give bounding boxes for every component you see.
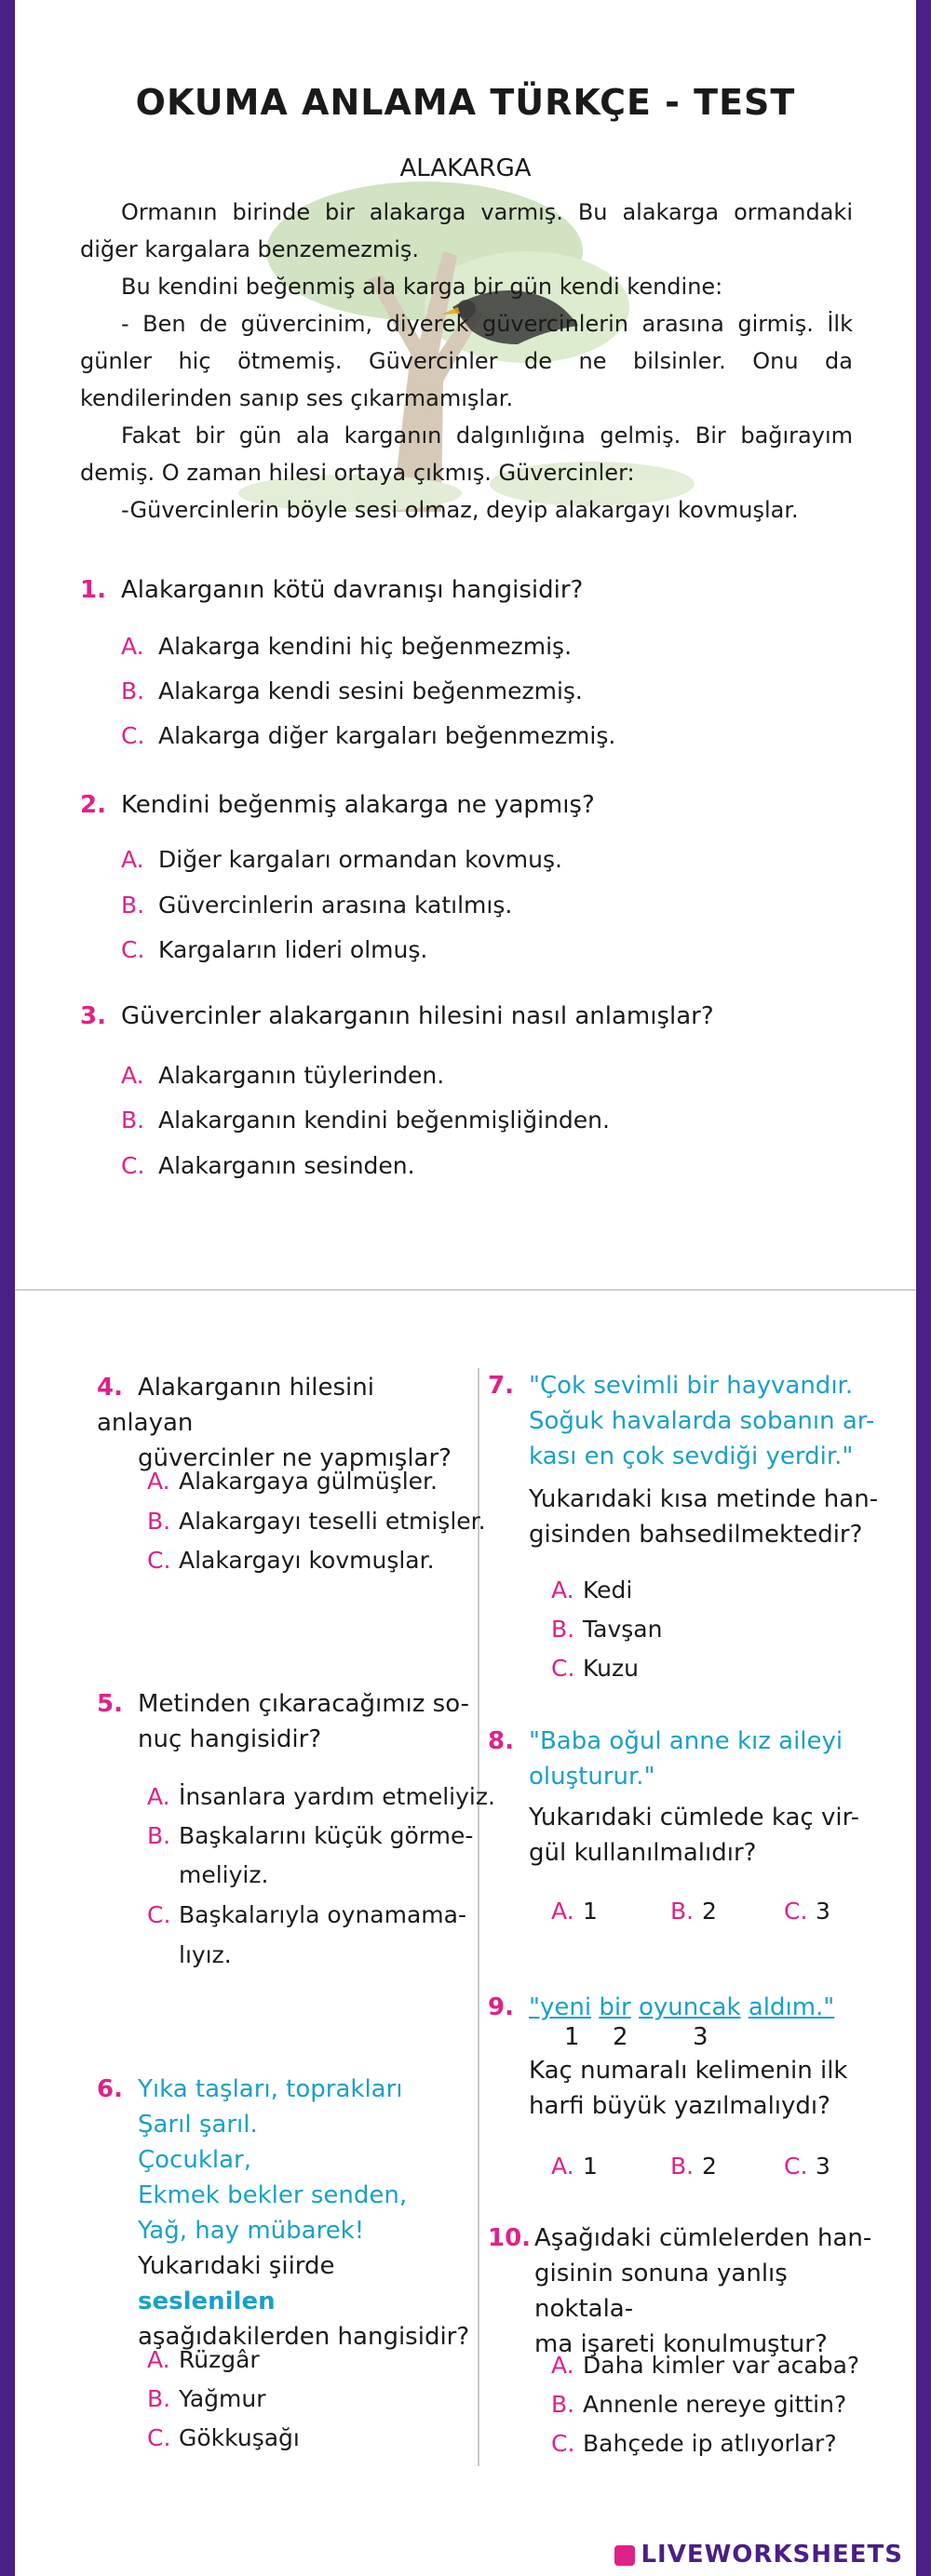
option-text: lıyız.: [179, 1941, 232, 1968]
question-text: Kaç numaralı kelimenin ilk: [529, 2057, 848, 2085]
option-text: 2: [702, 1898, 717, 1925]
question-number: 10.: [488, 2224, 532, 2252]
poem-line: Çocuklar,: [138, 2146, 252, 2174]
option-text: Tavşan: [583, 1616, 663, 1643]
q3-option-a[interactable]: [121, 1059, 444, 1093]
option-letter: A.: [147, 1783, 170, 1810]
logo-text: LIVEWORKSHEETS: [641, 2541, 903, 2569]
question-text: gisinden bahsedilmektedir?: [529, 1521, 863, 1549]
question-9: [488, 1990, 879, 2025]
question-number: 2.: [80, 791, 106, 819]
question-7: [488, 1368, 879, 1552]
story-paragraph: Fakat bir gün ala karganın dalgınlığına gelmiş. Bir bağırayım demiş. O zaman hilesi ortaya çıkmış. Güvercinler:: [80, 423, 853, 486]
q9-option-c[interactable]: [784, 2150, 830, 2183]
option-letter: B.: [121, 1107, 145, 1134]
question-1: [80, 572, 583, 608]
option-text: Alakargaya gülmüşler.: [179, 1468, 438, 1495]
question-6: [97, 2072, 479, 2355]
q4-option-a[interactable]: [147, 1465, 438, 1498]
question-text: gül kullanılmalıdır?: [529, 1839, 757, 1867]
option-letter: C.: [784, 2153, 808, 2180]
option-letter: C.: [147, 1901, 171, 1928]
quote-line: kası en çok sevdiği yerdir.": [529, 1442, 854, 1470]
option-letter: B.: [121, 892, 145, 919]
story-paragraph: Bu kendini beğenmiş ala karga bir gün kendi kendine:: [121, 274, 723, 300]
word-1: "yeni: [529, 1993, 592, 2021]
option-text: Daha kimler var acaba?: [583, 2352, 860, 2379]
q7-option-b[interactable]: [551, 1613, 662, 1646]
option-letter: B.: [147, 1508, 171, 1535]
option-text: Alakarga kendi sesini beğenmezmiş.: [158, 678, 583, 704]
story-paragraph: - Ben de güvercinim, diyerek güvercinlerin arasına girmiş. İlk günler hiç ötmemiş. Güvercinler de ne bilsinler. Onu da kendilerinden sanıp ses çıkarmamışlar.: [80, 311, 853, 411]
option-letter: B.: [121, 678, 145, 704]
quote-line: Soğuk havalarda sobanın ar-: [529, 1407, 875, 1435]
option-text: Yağmur: [179, 2385, 266, 2412]
q7-option-c[interactable]: [551, 1652, 639, 1685]
word-2: bir: [599, 1993, 631, 2021]
option-letter: A.: [147, 2346, 170, 2373]
word-number-1: 1: [564, 2023, 580, 2051]
question-text: Aşağıdaki cümlelerden han-: [534, 2224, 872, 2252]
option-text: Alakarganın kendini beğenmişliğinden.: [158, 1107, 610, 1134]
question-text: Yukarıdaki kısa metinde han-: [529, 1485, 879, 1513]
option-text: 3: [816, 1898, 830, 1925]
story-paragraph: -Güvercinlerin böyle sesi olmaz, deyip alakargayı kovmuşlar.: [121, 497, 799, 523]
word-3: oyuncak: [639, 1993, 741, 2021]
option-text: Kargaların lideri olmuş.: [158, 936, 428, 963]
option-letter: B.: [670, 1898, 695, 1925]
option-text: Alakargayı teselli etmişler.: [179, 1508, 486, 1535]
question-text: gisinin sonuna yanlış noktala-: [534, 2260, 788, 2323]
q8-option-c[interactable]: [784, 1895, 830, 1928]
option-letter: A.: [147, 1468, 170, 1495]
question-number: 8.: [488, 1727, 514, 1755]
option-letter: C.: [121, 1152, 145, 1179]
question-number: 3.: [80, 1002, 106, 1030]
option-letter: A.: [121, 1062, 144, 1089]
option-letter: B.: [147, 1822, 171, 1849]
question-text: harfi büyük yazılmalıydı?: [529, 2092, 830, 2120]
q1-option-a[interactable]: [121, 630, 572, 664]
question-number: 7.: [488, 1372, 514, 1400]
option-letter: A.: [551, 1898, 574, 1925]
q3-option-b[interactable]: [121, 1104, 610, 1137]
q10-option-c[interactable]: [551, 2427, 837, 2461]
question-text: Yukarıdaki şiirde: [138, 2252, 335, 2280]
q2-option-a[interactable]: [121, 843, 562, 877]
q4-option-b[interactable]: [147, 1505, 486, 1538]
option-text: Güvercinlerin arasına katılmış.: [158, 892, 513, 919]
question-text: Güvercinler alakarganın hilesini nasıl anlamışlar?: [121, 1002, 714, 1030]
liveworksheets-logo[interactable]: [614, 2541, 903, 2569]
question-3: [80, 999, 714, 1034]
question-text: Alakarganın hilesini anlayan: [97, 1374, 374, 1437]
option-letter: A.: [121, 846, 144, 873]
question-text: Alakarganın kötü davranışı hangisidir?: [121, 576, 584, 604]
q6-option-c[interactable]: [147, 2422, 300, 2455]
worksheet-page: [15, 0, 916, 2576]
story-text: [80, 194, 853, 529]
option-text: 1: [583, 2153, 598, 2180]
poem-line: Şarıl şarıl.: [138, 2111, 258, 2139]
option-letter: C.: [551, 2430, 575, 2457]
option-letter: B.: [551, 2391, 575, 2418]
option-text: Annenle nereye gittin?: [583, 2391, 847, 2418]
option-text: Rüzgâr: [179, 2346, 260, 2373]
q5-option-a[interactable]: [147, 1780, 495, 1814]
question-text: güvercinler ne yapmışlar?: [138, 1444, 452, 1472]
q9-option-b[interactable]: [670, 2150, 717, 2183]
option-text: Kedi: [583, 1576, 633, 1603]
option-letter: C.: [784, 1898, 808, 1925]
option-text: Alakarga diğer kargaları beğenmezmiş.: [158, 722, 616, 749]
q5-option-c-cont: [179, 1939, 232, 1972]
logo-icon: [614, 2545, 635, 2566]
option-text: Alakarganın tüylerinden.: [158, 1062, 445, 1089]
poem-line: Ekmek bekler senden,: [138, 2181, 408, 2209]
option-letter: C.: [551, 1655, 575, 1682]
option-text: Bahçede ip atlıyorlar?: [583, 2430, 837, 2457]
q2-option-c[interactable]: [121, 933, 427, 967]
q10-option-b[interactable]: [551, 2388, 846, 2422]
question-2: [80, 787, 595, 823]
option-text: Alakarganın sesinden.: [158, 1152, 415, 1179]
option-letter: C.: [121, 936, 145, 963]
quote-line: "Çok sevimli bir hayvandır.: [529, 1372, 854, 1400]
option-text: Alakargayı kovmuşlar.: [179, 1547, 435, 1574]
option-text: meliyiz.: [179, 1861, 269, 1888]
question-4: [97, 1370, 469, 1476]
word-number-2: 2: [613, 2023, 628, 2051]
question-number: 5.: [97, 1690, 123, 1718]
option-text: 2: [702, 2153, 717, 2180]
q3-option-c[interactable]: [121, 1149, 415, 1183]
question-8: [488, 1724, 879, 1871]
question-text: Kendini beğenmiş alakarga ne yapmış?: [121, 791, 595, 819]
question-number: 1.: [80, 576, 106, 604]
option-letter: B.: [551, 1616, 575, 1643]
q5-option-c[interactable]: [147, 1898, 466, 1932]
option-text: Diğer kargaları ormandan kovmuş.: [158, 846, 562, 873]
question-9-text: [529, 2053, 883, 2124]
q5-option-b[interactable]: [147, 1819, 473, 1853]
option-text: Gökkuşağı: [179, 2424, 300, 2451]
question-text: aşağıdakilerden hangisidir?: [138, 2323, 470, 2351]
q9-option-a[interactable]: [551, 2150, 598, 2183]
option-letter: C.: [147, 2424, 171, 2451]
q1-option-b[interactable]: [121, 675, 583, 708]
q2-option-b[interactable]: [121, 889, 512, 922]
option-text: 1: [583, 1898, 598, 1925]
page-title: OKUMA ANLAMA TÜRKÇE - TEST: [135, 82, 796, 123]
question-number: 4.: [97, 1374, 123, 1402]
option-letter: B.: [670, 2153, 695, 2180]
highlight-word: seslenilen: [138, 2288, 276, 2315]
q1-option-c[interactable]: [121, 719, 615, 753]
question-text: Yukarıdaki cümlede kaç vir-: [529, 1804, 859, 1831]
question-10: [488, 2220, 888, 2362]
q8-option-b[interactable]: [670, 1895, 717, 1928]
poem-line: Yağ, hay mübarek!: [138, 2217, 365, 2245]
option-letter: A.: [551, 2352, 574, 2379]
poem-line: Yıka taşları, toprakları: [138, 2075, 403, 2103]
question-5: [97, 1686, 469, 1757]
option-letter: C.: [121, 722, 145, 749]
question-number: 6.: [97, 2075, 123, 2103]
quote-line: "Baba oğul anne kız aileyi: [529, 1727, 843, 1755]
word-number-3: 3: [693, 2023, 708, 2051]
option-text: Alakarga kendini hiç beğenmezmiş.: [158, 633, 573, 660]
option-text: Kuzu: [583, 1655, 639, 1682]
quote-line: oluşturur.": [529, 1763, 655, 1791]
q6-option-a[interactable]: [147, 2343, 260, 2377]
option-text: Başkalarıyla oynamama-: [179, 1901, 466, 1928]
question-text: Metinden çıkaracağımız so-: [138, 1690, 469, 1718]
option-letter: C.: [147, 1547, 171, 1574]
option-text: İnsanlara yardım etmeliyiz.: [179, 1783, 495, 1810]
word-4: aldım.": [748, 1993, 835, 2021]
option-letter: A.: [551, 2153, 574, 2180]
q7-option-a[interactable]: [551, 1574, 632, 1607]
story-paragraph: Ormanın birinde bir alakarga varmış. Bu alakarga ormandaki diğer kargalara benzemezmiş.: [80, 199, 853, 262]
story-title: ALAKARGA: [399, 154, 532, 182]
question-text: ma işareti konulmuştur?: [534, 2330, 828, 2358]
section-divider: [15, 1289, 916, 1291]
q10-option-a[interactable]: [551, 2349, 859, 2382]
option-text: Başkalarını küçük görme-: [179, 1822, 474, 1849]
q4-option-c[interactable]: [147, 1544, 435, 1577]
question-number: 9.: [488, 1993, 514, 2021]
option-letter: B.: [147, 2385, 171, 2412]
q6-option-b[interactable]: [147, 2382, 266, 2416]
option-letter: A.: [551, 1576, 574, 1603]
option-letter: A.: [121, 633, 144, 660]
q8-option-a[interactable]: [551, 1895, 598, 1928]
option-text: 3: [816, 2153, 830, 2180]
q5-option-b-cont: [179, 1858, 268, 1892]
question-text: nuç hangisidir?: [138, 1725, 322, 1753]
